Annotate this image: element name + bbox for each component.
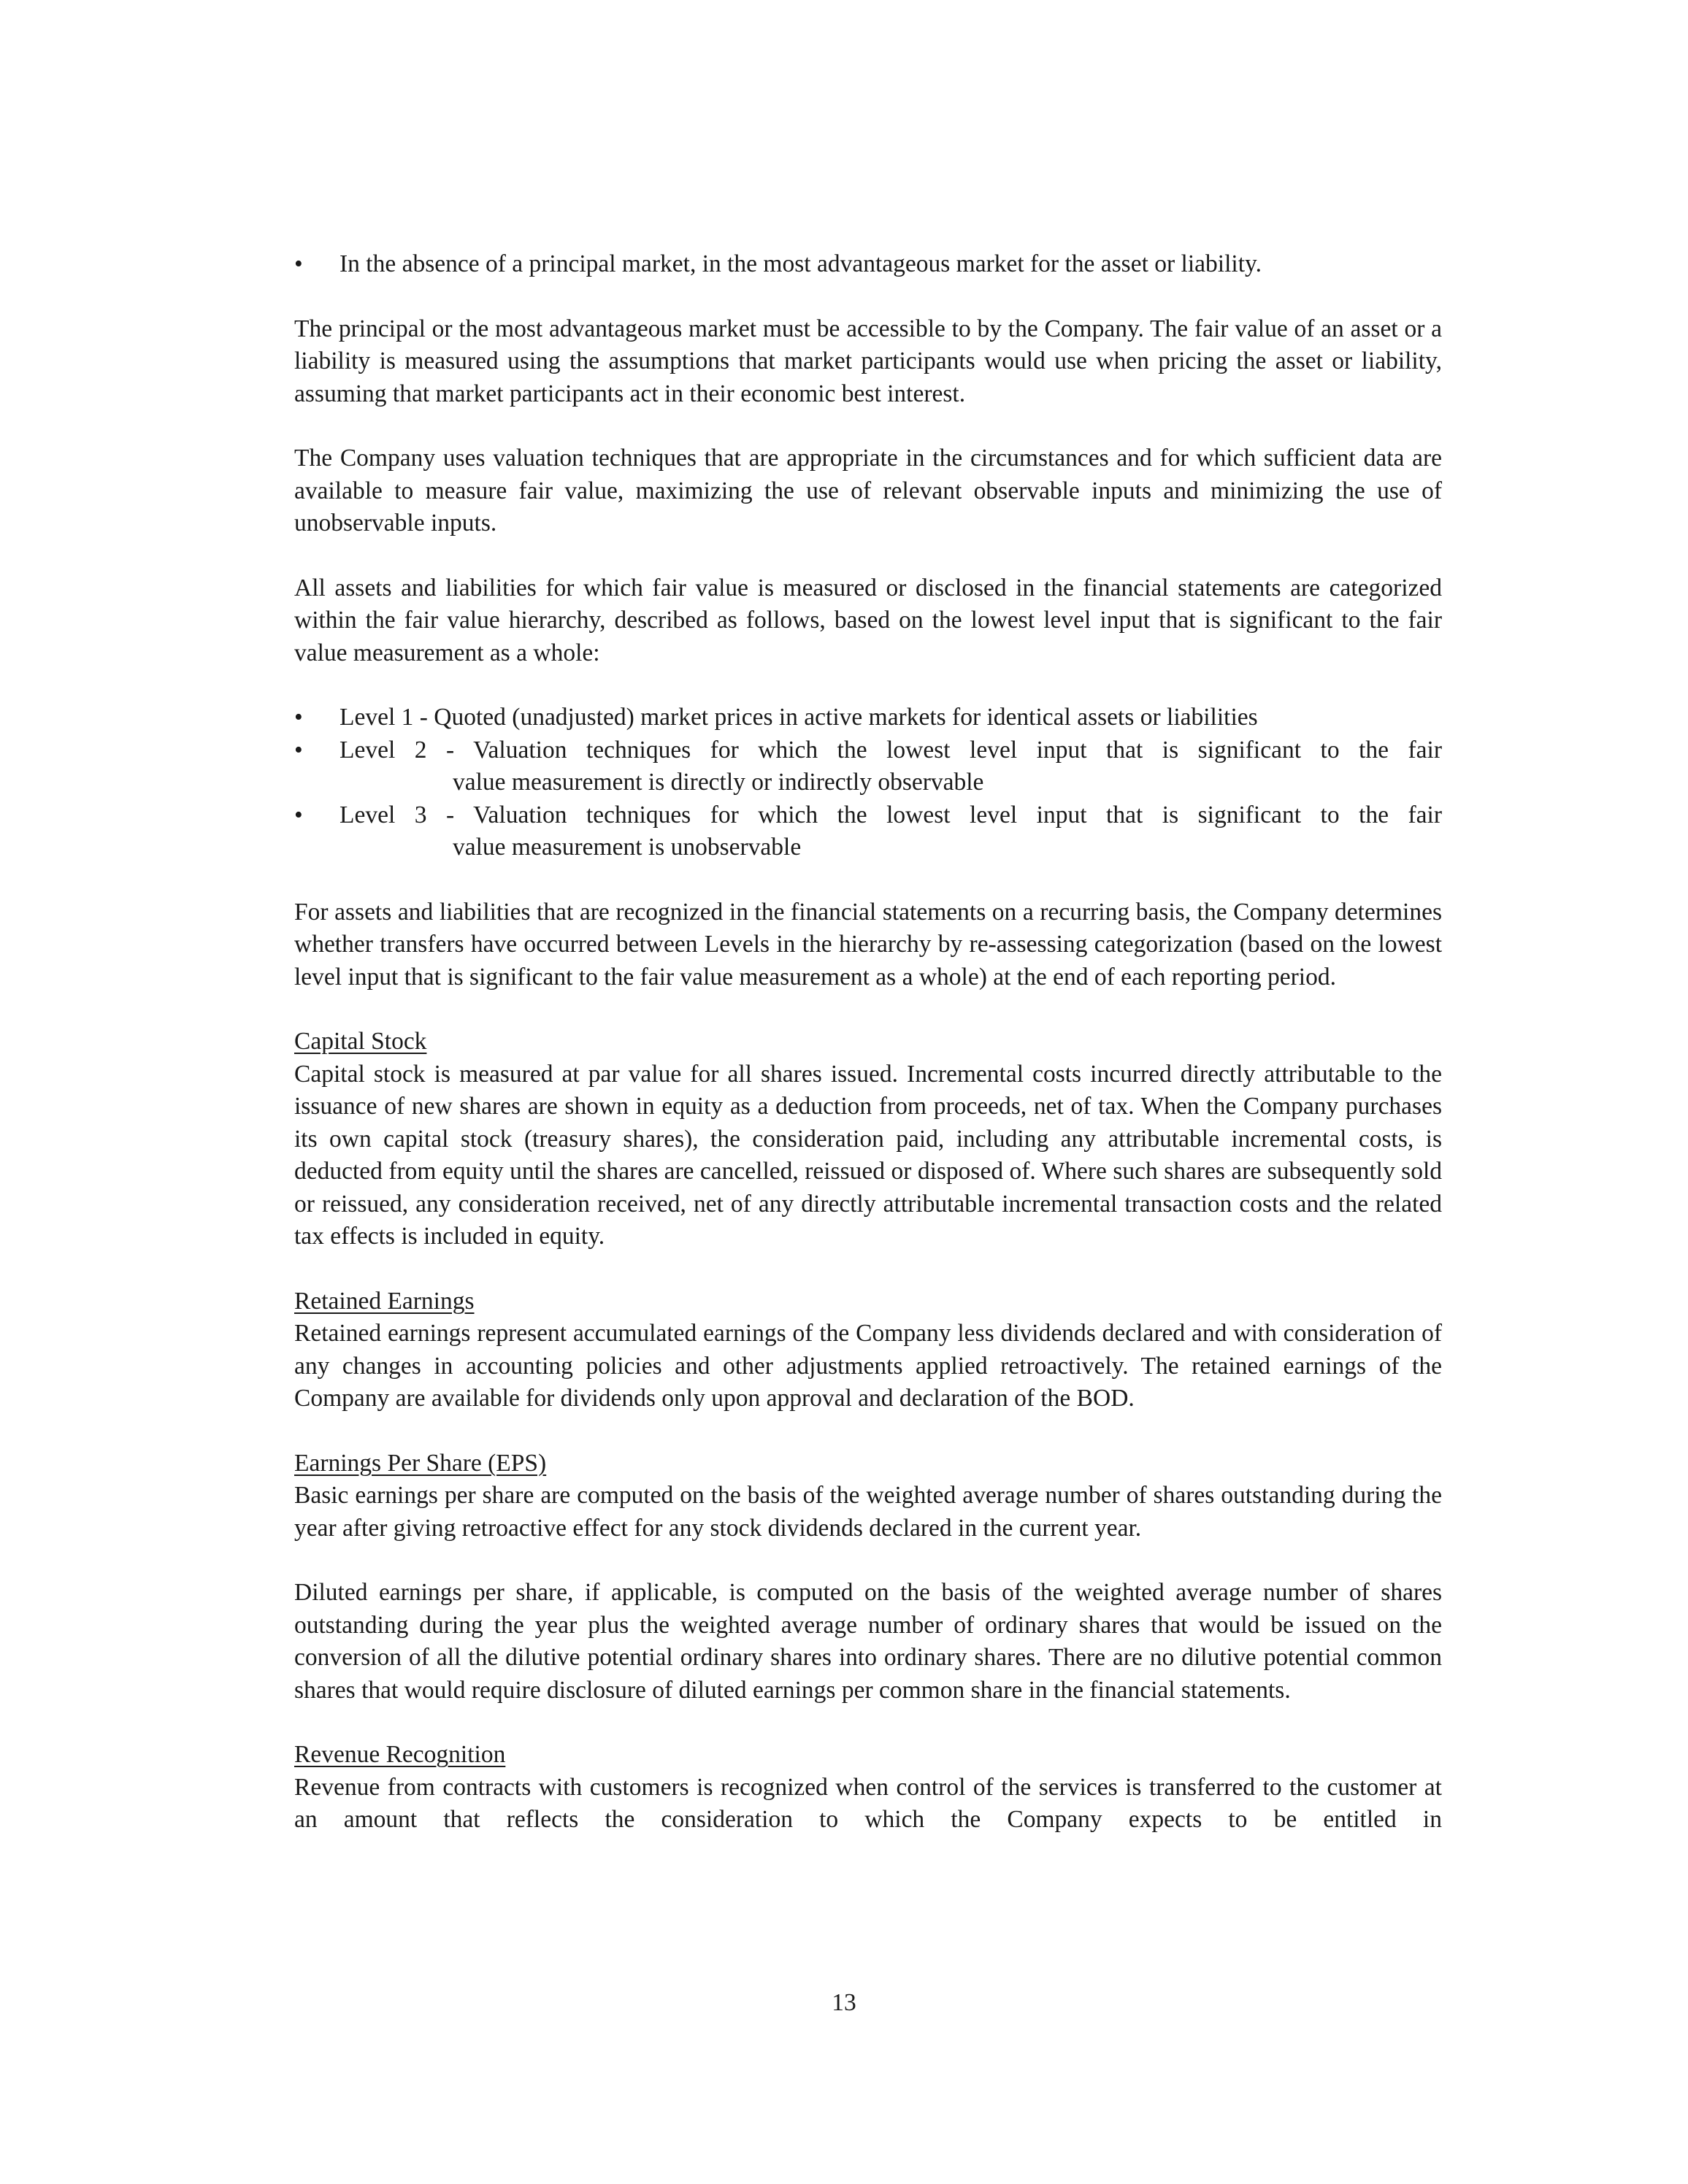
section-heading: Capital Stock: [294, 1028, 427, 1055]
paragraph-principal-market: The principal or the most advantageous market must be accessible to by the Company. The fair value of an asset or a liability is measured using the assumptions that market participants would use when pricing the asset or liability, assuming that market participants act in their economic best interest.: [294, 315, 1442, 407]
bullet-text: In the absence of a principal market, in the most advantageous market for the asset or liability.: [339, 250, 1262, 277]
paragraph-valuation-techniques: The Company uses valuation techniques that are appropriate in the circumstances and for which sufficient data are available to measure fair value, maximizing the use of relevant observable inputs and minimizing the use of unobservable inputs.: [294, 445, 1442, 537]
section-heading: Retained Earnings: [294, 1287, 475, 1315]
bullet-icon: •: [294, 250, 303, 277]
section-revenue-recognition: [294, 1739, 1442, 1837]
level-item: [294, 799, 1442, 864]
paragraph-fair-value-hierarchy: All assets and liabilities for which fair value is measured or disclosed in the financial statements are categorized within the fair value hierarchy, described as follows, based on the lowest level input that is significant to the fair value measurement as a whole:: [294, 574, 1442, 666]
section-body: Capital stock is measured at par value for all shares issued. Incremental costs incurred directly attributable to the issuance of new shares are shown in equity as a deduction from proceeds, net of tax. When the Company purchases its own capital stock (treasury shares), the consideration paid, including any attributable incremental costs, is deducted from equity until the shares are cancelled, reissued or disposed of. Where such shares are subsequently sold or reissued, any consideration received, net of any directly attributable incremental transaction costs and the related tax effects is included in equity.: [294, 1060, 1442, 1250]
bullet-icon: •: [294, 736, 303, 764]
level-item-text: Level 2 - Valuation techniques for which the lowest level input that is significant to the fair: [339, 736, 1442, 764]
section-capital-stock: [294, 1026, 1442, 1253]
level-item-continuation: value measurement is unobservable: [453, 834, 802, 861]
section-body: Revenue from contracts with customers is recognized when control of the services is transferred to the customer at an amount that reflects the consideration to which the Company expects to be entitled in: [294, 1773, 1442, 1833]
section-body: Basic earnings per share are computed on the basis of the weighted average number of shares outstanding during the year after giving retroactive effect for any stock dividends declared in the current year.: [294, 1482, 1442, 1542]
section-body: Retained earnings represent accumulated earnings of the Company less dividends declared and with consideration of any changes in accounting policies and other adjustments applied retroactively. The retained earnings of the Company are available for dividends only upon approval and declaration of the BOD.: [294, 1320, 1442, 1412]
bullet-icon: •: [294, 704, 303, 731]
section-eps: [294, 1447, 1442, 1707]
section-heading: Revenue Recognition: [294, 1741, 506, 1768]
section-heading: Earnings Per Share (EPS): [294, 1449, 547, 1477]
bullet-icon: •: [294, 801, 303, 828]
document-page: [294, 248, 1442, 1837]
paragraph-recurring-basis: For assets and liabilities that are recognized in the financial statements on a recurring basis, the Company determines whether transfers have occurred between Levels in the hierarchy by re-assessing categorization (based on the lowest level input that is significant to the fair value measurement as a whole) at the end of each reporting period.: [294, 898, 1442, 991]
page-number: 13: [832, 1989, 856, 2016]
bullet-principal-market: [294, 248, 1442, 281]
level-list: [294, 701, 1442, 864]
level-item-text: Level 1 - Quoted (unadjusted) market prices in active markets for identical assets or liabilities: [339, 704, 1258, 731]
level-item: [294, 734, 1442, 799]
level-item-text: Level 3 - Valuation techniques for which the lowest level input that is significant to the fair: [339, 801, 1442, 828]
level-item-continuation: value measurement is directly or indirectly observable: [453, 769, 984, 796]
section-retained-earnings: [294, 1285, 1442, 1415]
level-item: [294, 701, 1442, 734]
section-body-diluted: Diluted earnings per share, if applicable, is computed on the basis of the weighted average number of shares outstanding during the year plus the weighted average number of ordinary shares that would be issued on the conversion of all the dilutive potential ordinary shares into ordinary shares. There are no dilutive potential common shares that would require disclosure of diluted earnings per common share in the financial statements.: [294, 1579, 1442, 1704]
